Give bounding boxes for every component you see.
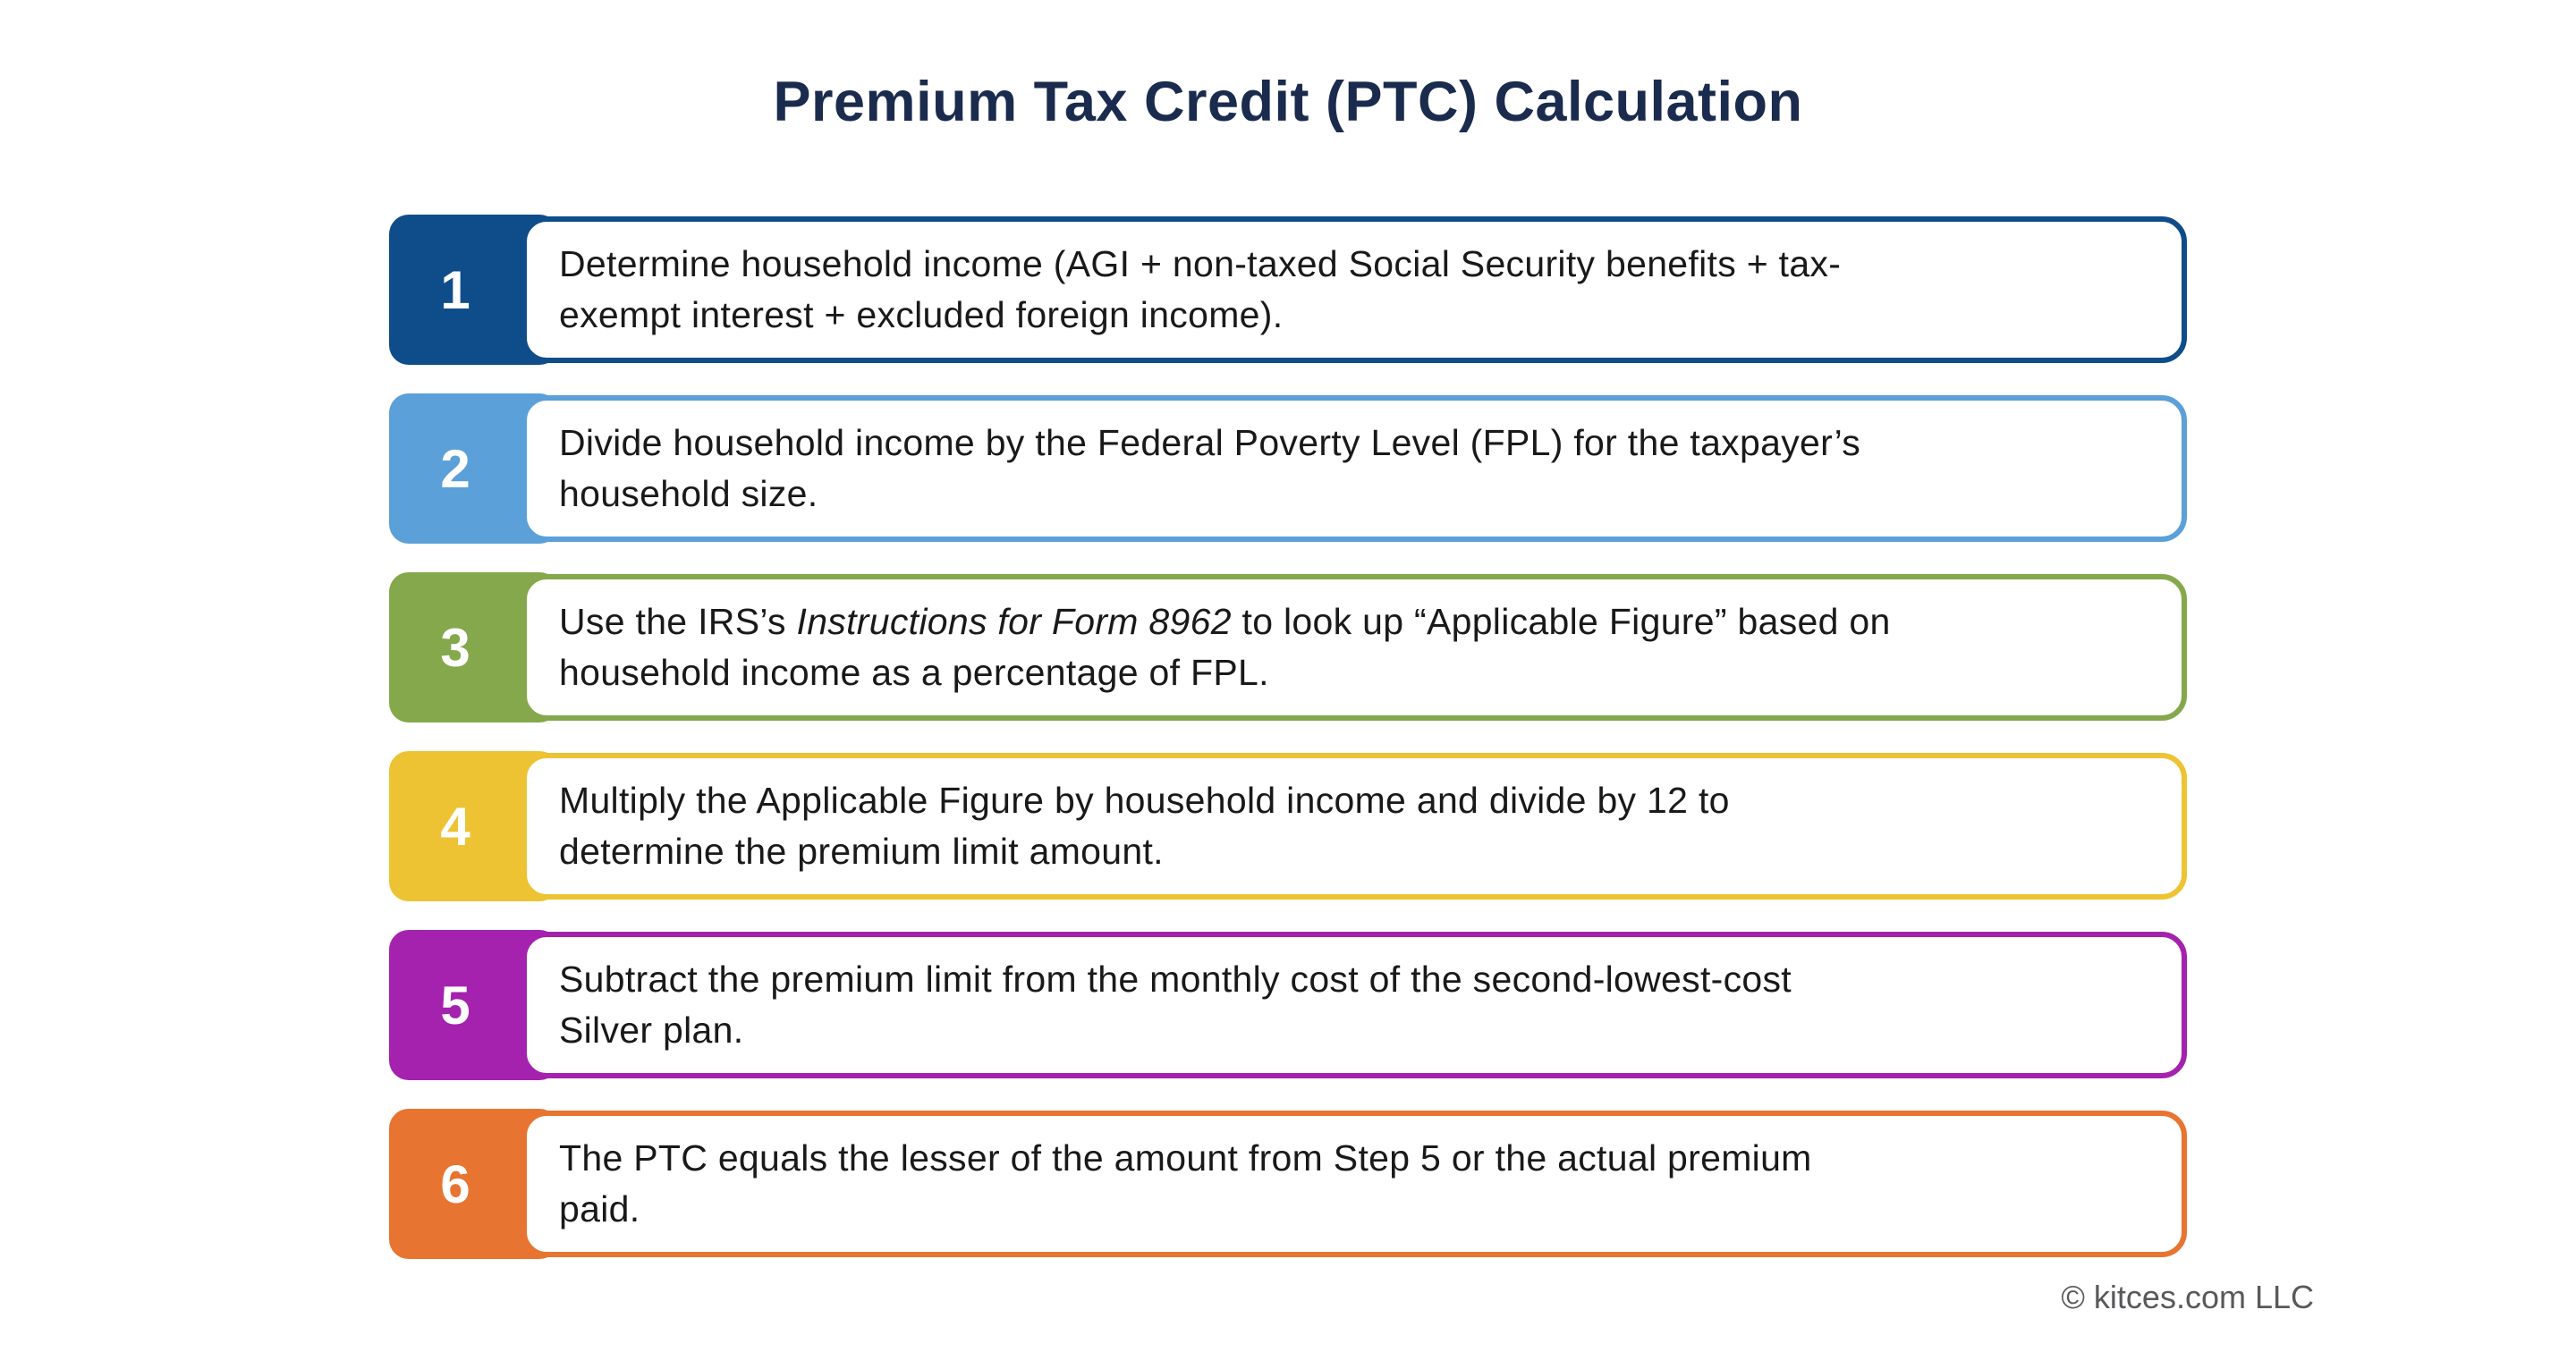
page-title: Premium Tax Credit (PTC) Calculation xyxy=(773,71,1803,133)
step-text-box xyxy=(521,932,2187,1078)
steps-list xyxy=(389,215,2187,1288)
step-text xyxy=(559,418,1860,520)
step-text-line: household size. xyxy=(559,473,818,514)
step-text-segment: to look up “Applicable Figure” based on xyxy=(1231,601,1891,642)
step-number: 4 xyxy=(440,796,470,857)
step-text-line: Subtract the premium limit from the monthly cost of the second-lowest-cost xyxy=(559,959,1792,1000)
step-row xyxy=(389,215,2187,365)
step-row xyxy=(389,1109,2187,1259)
step-row xyxy=(389,572,2187,722)
step-text-box xyxy=(521,1111,2187,1257)
step-number: 5 xyxy=(440,975,470,1035)
step-text-box xyxy=(521,574,2187,721)
step-text-line: Multiply the Applicable Figure by household income and divide by 12 to xyxy=(559,780,1730,821)
step-number: 3 xyxy=(440,617,470,678)
step-text-line: Divide household income by the Federal Poverty Level (FPL) for the taxpayer’s xyxy=(559,422,1861,463)
step-text-line: exempt interest + excluded foreign income). xyxy=(559,294,1284,335)
copyright-text: © kitces.com LLC xyxy=(2061,1279,2314,1315)
step-row xyxy=(389,930,2187,1080)
step-text xyxy=(559,1133,1812,1235)
step-text-line: paid. xyxy=(559,1188,640,1229)
step-text-box xyxy=(521,216,2187,363)
step-text-line: Determine household income (AGI + non-taxed Social Security benefits + tax- xyxy=(559,243,1842,284)
step-text-box xyxy=(521,395,2187,542)
step-text-line: Silver plan. xyxy=(559,1010,744,1051)
step-text xyxy=(559,239,1841,341)
step-text-line: household income as a percentage of FPL. xyxy=(559,652,1269,693)
step-text-line: The PTC equals the lesser of the amount from Step 5 or the actual premium xyxy=(559,1137,1812,1179)
step-number: 6 xyxy=(440,1153,470,1214)
step-text-italic-segment: Instructions for Form 8962 xyxy=(796,601,1232,642)
step-text-line: determine the premium limit amount. xyxy=(559,831,1164,872)
step-text-box xyxy=(521,753,2187,900)
step-text xyxy=(559,954,1792,1056)
step-number: 1 xyxy=(440,259,470,320)
step-text xyxy=(559,775,1730,877)
step-text-line xyxy=(559,596,1891,647)
step-row xyxy=(389,751,2187,901)
step-text xyxy=(559,596,1891,698)
step-number: 2 xyxy=(440,438,470,499)
step-row xyxy=(389,393,2187,544)
step-text-segment: Use the IRS’s xyxy=(559,601,797,642)
